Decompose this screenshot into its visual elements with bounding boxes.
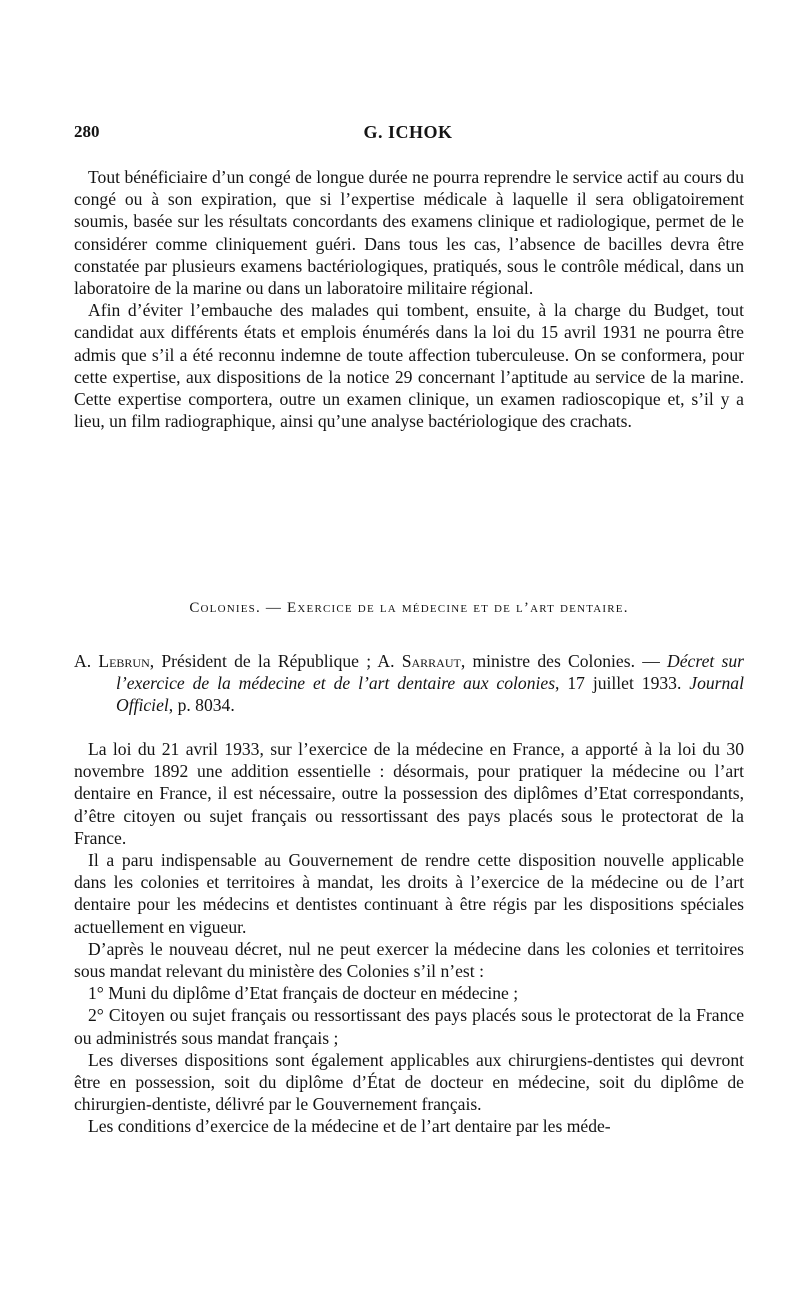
citation-name: Sarraut [401,651,461,671]
paragraph: Les conditions d’exercice de la médecine et de l’art dentaire par les méde- [88,1116,611,1137]
citation-date: , 17 juillet 1933. [555,673,682,694]
decree-citation [74,650,744,717]
page-number: 280 [74,122,100,141]
paragraph: Il a paru indispensable au Gouvernement de rendre cette disposition nouvelle applicable dans les colonies et territoires à mandat, les droits à l’exercice de la médecine ou de l’art dentaire pour les médecins et dentistes continuant à être régis par les dispositions spéciales actuellement en vigueur. [74,850,744,937]
text-block-top [74,166,744,432]
list-item: 1° Muni du diplôme d’Etat français de docteur en médecine ; [88,983,519,1004]
paragraph: D’après le nouveau décret, nul ne peut exercer la médecine dans les colonies et territoires sous mandat relevant du ministère des Colonies s’il n’est : [74,938,744,982]
text-block-bottom [74,738,744,1138]
citation-initial: A. [74,651,92,671]
running-head: G. ICHOK [363,122,453,142]
citation-initial: A. [377,651,395,671]
citation-role: , ministre des Colonies. — [460,651,660,671]
citation-page: , p. 8034. [168,695,235,716]
paragraph: Tout bénéficiaire d’un congé de longue durée ne pourra reprendre le service actif au cours du congé ou à son expiration, que si l’expertise médicale à laquelle il sera obligatoirement soumis, basée sur les résultats concordants des examens clinique et radiologique, permet de le considérer comme cliniquement guéri. Dans tous les cas, l’absence de bacilles devra être constatée par plusieurs examens bactériologiques, pratiqués, sous le contrôle médical, dans un laboratoire de la marine ou dans un laboratoire militaire régional. [74,167,744,299]
citation-title: Décret sur l’exercice de la médecine et de l’art dentaire aux colonies [116,651,744,694]
page-header [74,122,742,146]
citation-journal: Journal Officiel [116,673,744,716]
citation-role: , Président de la République ; [149,651,372,671]
paragraph: Les diverses dispositions sont également applicables aux chirurgiens-dentistes qui devront être en possession, soit du diplôme d’État de docteur en médecine, soit du diplôme de chirurgien-dentiste, délivré par le Gouvernement français. [74,1049,744,1115]
paragraph: Afin d’éviter l’embauche des malades qui tombent, ensuite, à la charge du Budget, tout candidat aux différents états et emplois énumérés dans la loi du 15 avril 1931 ne pourra être admis que s’il a été reconnu indemne de toute affection tuberculeuse. On se conformera, pour cette expertise, aux dispositions de la notice 29 concernant l’aptitude au service de la marine. Cette expertise comportera, outre un examen clinique, un examen radioscopique et, s’il y a lieu, un film radiographique, ainsi qu’une analyse bactériologique des crachats. [74,300,744,432]
section-heading: Colonies. — Exercice de la médecine et de l’art dentaire. [189,600,629,616]
citation-name: Lebrun [98,651,150,671]
paragraph: La loi du 21 avril 1933, sur l’exercice de la médecine en France, a apporté à la loi du 30 novembre 1892 une addition essentielle : désormais, pour pratiquer la médecine ou l’art dentaire en France, il est nécessaire, outre la possession des diplômes d’Etat correspondants, d’être citoyen ou sujet français ou ressortissant des pays placés sous le protectorat de la France. [74,739,744,848]
list-item: 2° Citoyen ou sujet français ou ressortissant des pays placés sous le protectorat de la France ou administrés sous mandat français ; [74,1005,744,1048]
